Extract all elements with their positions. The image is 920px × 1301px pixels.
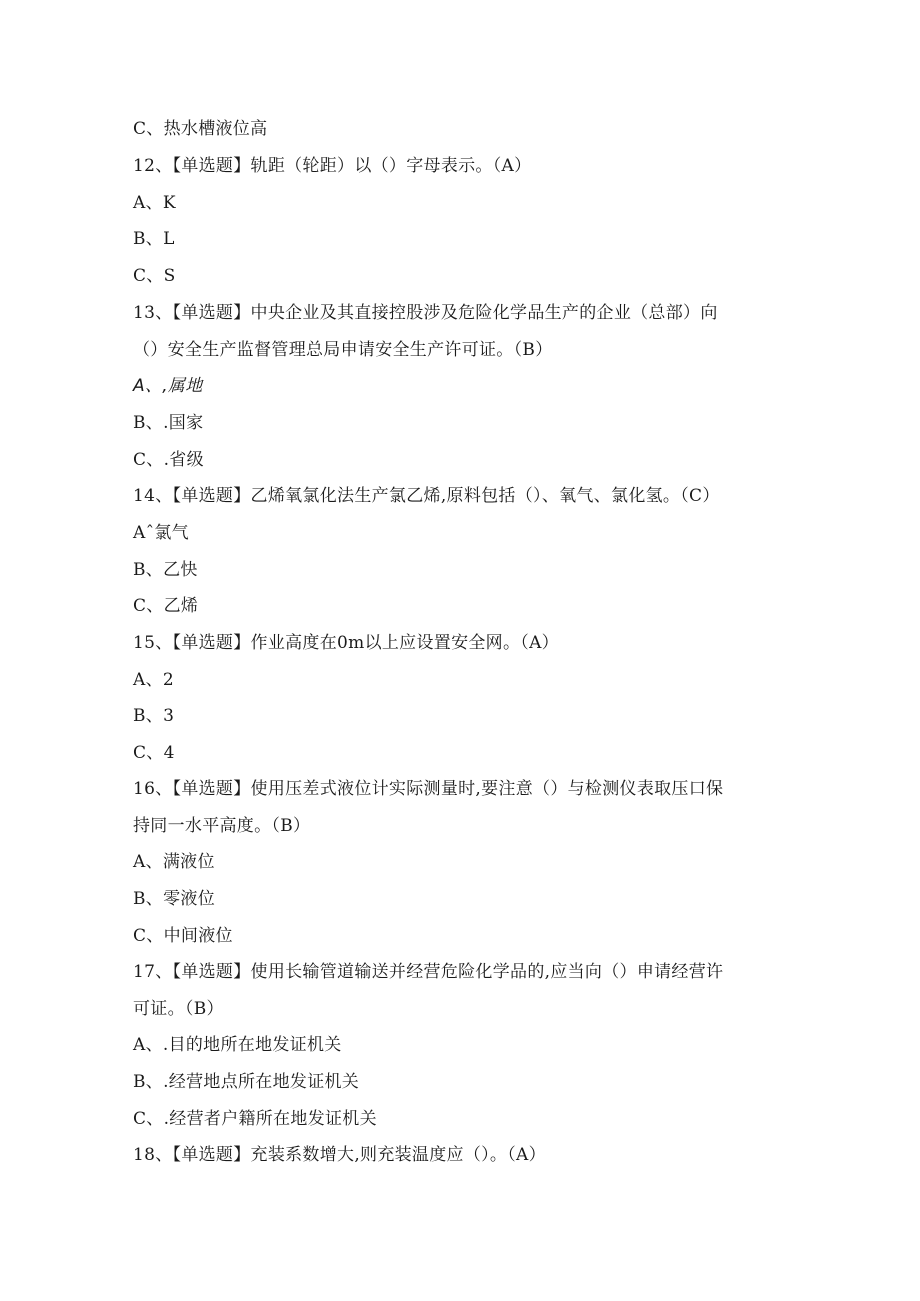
option-b-q16: B、零液位 <box>133 889 215 909</box>
option-c-q15: C、4 <box>133 743 175 763</box>
question-13-line-2: （）安全生产监督管理总局申请安全生产许可证。（B） <box>133 340 553 360</box>
question-15: 15、【单选题】作业高度在0m以上应设置安全网。（A） <box>133 633 559 653</box>
option-c-q16: C、中间液位 <box>133 926 233 946</box>
question-17-line-1: 17、【单选题】使用长输管道输送并经营危险化学品的,应当向（）申请经营许 <box>133 962 724 982</box>
option-a-q14: Aˆ氯气 <box>133 523 189 543</box>
option-a-q17: A、.目的地所在地发证机关 <box>133 1035 342 1055</box>
option-a-q15: A、2 <box>133 670 174 690</box>
question-13-line-1: 13、【单选题】中央企业及其直接控股涉及危险化学品生产的企业（总部）向 <box>133 303 718 323</box>
option-c-q17: C、.经营者户籍所在地发证机关 <box>133 1109 377 1129</box>
question-14: 14、【单选题】乙烯氧氯化法生产氯乙烯,原料包括（）、氧气、氯化氢。（C） <box>133 486 720 506</box>
option-c-q11: C、热水槽液位高 <box>133 119 268 139</box>
option-a-q12: A、K <box>133 193 176 213</box>
option-b-q15: B、3 <box>133 706 175 726</box>
question-16-line-2: 持同一水平高度。（B） <box>133 816 311 836</box>
option-b-q17: B、.经营地点所在地发证机关 <box>133 1072 360 1092</box>
question-18: 18、【单选题】充装系数增大,则充装温度应（）。（A） <box>133 1145 546 1165</box>
option-a-q16: A、满液位 <box>133 852 215 872</box>
option-a-q13: A、,属地 <box>133 376 203 396</box>
option-c-q13: C、.省级 <box>133 450 204 470</box>
option-b-q13: B、.国家 <box>133 413 204 433</box>
option-c-q14: C、乙烯 <box>133 596 199 616</box>
option-b-q12: B、L <box>133 229 175 249</box>
question-12: 12、【单选题】轨距（轮距）以（）字母表示。（A） <box>133 156 532 176</box>
question-17-line-2: 可证。（B） <box>133 999 224 1019</box>
option-b-q14: B、乙快 <box>133 560 198 580</box>
question-16-line-1: 16、【单选题】使用压差式液位计实际测量时,要注意（）与检测仪表取压口保 <box>133 779 724 799</box>
option-c-q12: C、S <box>133 266 176 286</box>
